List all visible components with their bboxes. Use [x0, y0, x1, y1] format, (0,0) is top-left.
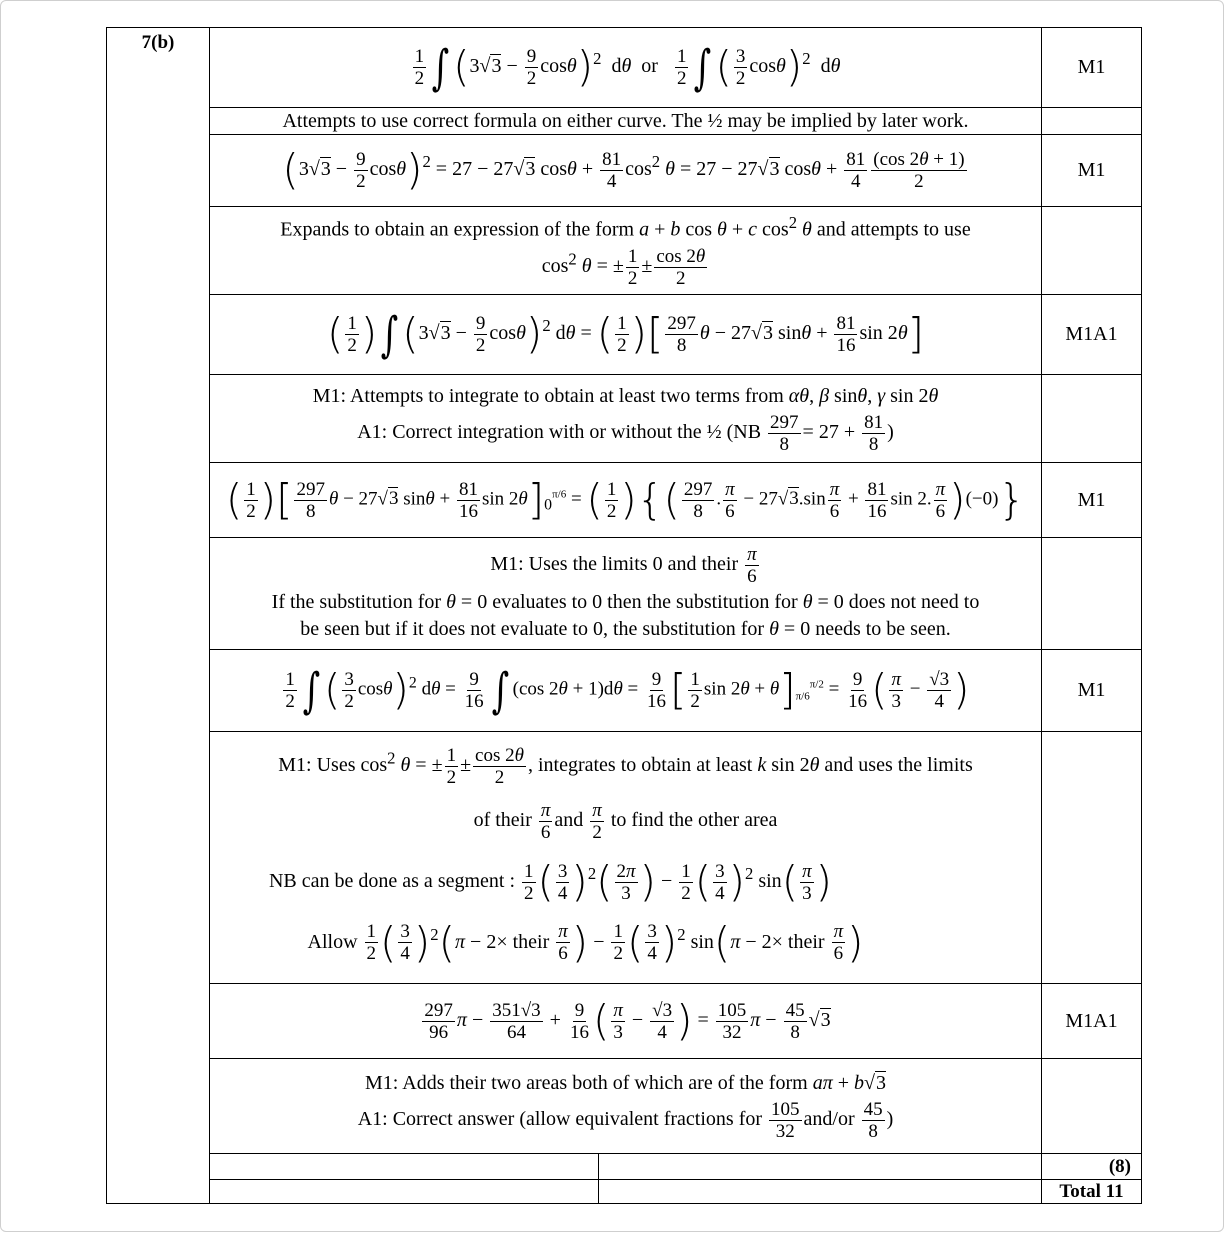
- table-row: [107, 1059, 1142, 1154]
- table-row: [107, 295, 1142, 375]
- guidance-note: M1: Uses the limits 0 and their $\frac{\pi}{6}$ If the substitution for θ = 0 evaluates to 0 then the substitution for θ = 0 does not need to be seen but if it does not evaluate to 0, the substitution for θ = 0 needs to be seen.: [210, 538, 1042, 650]
- guidance-note: M1: Attempts to integrate to obtain at least two terms from αθ, β sinθ, γ sin 2θ A1: Correct integration with or without the ½ (NB $\frac{297}{8}$ = 27 + $\frac{81}{8}$ ): [210, 375, 1042, 463]
- table-row: [107, 650, 1142, 732]
- table-row: [107, 463, 1142, 538]
- guidance-note: M1: Adds their two areas both of which are of the form aπ + b√3 A1: Correct answer (allow equivalent fractions for $\frac{105}{32}$ and/or $\frac{45}{8}$ ): [210, 1059, 1042, 1154]
- table-row: [107, 1180, 1142, 1204]
- table-row: [107, 108, 1142, 135]
- guidance-note: Expands to obtain an expression of the form a + b cos θ + c $\cos^2 \theta$ and attempts to use $\cos^2 \theta$ = ± $\frac{1}{2}$ ± $\frac{\cos 2\theta}{2}$: [210, 207, 1042, 295]
- table-row: [107, 1154, 1142, 1180]
- subtotal-marks: (8): [1042, 1154, 1142, 1180]
- working-limits: ( $\frac{1}{2}$ )[ $\frac{297}{8}$ θ − 27√3 sinθ + $\frac{81}{16}$ $\sin 2\theta]_0^{\pi/6}$ = ( $\frac{1}{2}$ ){( $\frac{297}{8}$ . $\frac{\pi}{6}$ − 27√3.sin $\frac{\pi}{6}$ + $\frac{81}{16}$ sin 2. $\frac{\pi}{6}$ )(−0)}: [210, 463, 1042, 538]
- mark-m1: M1: [1042, 463, 1142, 538]
- table-row: [107, 207, 1142, 295]
- table-row: [107, 732, 1142, 984]
- mark-m1: M1: [1042, 650, 1142, 732]
- working-integration: ( $\frac{1}{2}$ )∫(3√3 − $\frac{9}{2}$ cosθ)$^2$ dθ = ( $\frac{1}{2}$ )[ $\frac{297}{8}$ θ − 27√3 sinθ + $\frac{81}{16}$ sin 2θ]: [210, 295, 1042, 375]
- working-final-answer: $\frac{297}{96}$ π − $\frac{351√3}{64}$ + $\frac{9}{16}$ ( $\frac{\pi}{3}$ − $\frac{√3}{4}$ ) = $\frac{105}{32}$ π − $\frac{45}{8}$ √3: [210, 984, 1042, 1059]
- working-expansion: (3√3 − $\frac{9}{2}$ cosθ)$^2$ = 27 − 27√3 cosθ + $\frac{81}{4}$ $\cos^2 \theta = 27 - 27√3$ cosθ + $\frac{81}{4}$ $\frac{(\cos 2\theta + 1)}{2}$: [210, 135, 1042, 207]
- table-row: [107, 984, 1142, 1059]
- total-marks: Total 11: [1042, 1180, 1142, 1204]
- working-other-area: $\frac{1}{2}$ ∫( $\frac{3}{2}$ cosθ)$^2$ dθ = $\frac{9}{16}$ ∫ (cos 2θ + 1)dθ = $\frac{9}{16}$ [ $\frac{1}{2}$ $\sin 2\theta + \theta]_{\pi/6}^{\pi/2}$ = $\frac{9}{16}$ ( $\frac{\pi}{3}$ − $\frac{√3}{4}$ ): [210, 650, 1042, 732]
- mark-m1: M1: [1042, 28, 1142, 108]
- mark-m1a1: M1A1: [1042, 984, 1142, 1059]
- table-row: [107, 28, 1142, 108]
- question-label: 7(b): [107, 28, 210, 1204]
- table-row: [107, 538, 1142, 650]
- mark-m1a1: M1A1: [1042, 295, 1142, 375]
- guidance-note: Attempts to use correct formula on either curve. The ½ may be implied by later work.: [210, 108, 1042, 135]
- guidance-note: M1: Uses $\cos^2 \theta$ = ± $\frac{1}{2}$ ± $\frac{\cos 2\theta}{2}$ , integrates to obtain at least k sin 2θ and uses the limits of their $\frac{\pi}{6}$ and $\frac{\pi}{2}$ to find the other area NB can be done as a segment : $\frac{1}{2}$ ( $\frac{3}{4}$ )$^2$( $\frac{2\pi}{3}$ ) − $\frac{1}{2}$ ( $\frac{3}{4}$ )$^2$ sin( $\frac{\pi}{3}$ ) Allow $\frac{1}{2}$ ( $\frac{3}{4}$ )$^2$(π − 2× their $\frac{\pi}{6}$ ) − $\frac{1}{2}$ ( $\frac{3}{4}$ )$^2$ sin(π − 2× their $\frac{\pi}{6}$ ): [210, 732, 1042, 984]
- mark-m1: M1: [1042, 135, 1142, 207]
- table-row: [107, 375, 1142, 463]
- working-integral-setup: $\frac{1}{2}$ ∫(3√3 − $\frac{9}{2}$ cosθ)$^2$ dθ or $\frac{1}{2}$ ∫( $\frac{3}{2}$ cosθ)$^2$ dθ: [210, 28, 1042, 108]
- table-row: [107, 135, 1142, 207]
- mark-scheme-table: [106, 27, 1142, 1204]
